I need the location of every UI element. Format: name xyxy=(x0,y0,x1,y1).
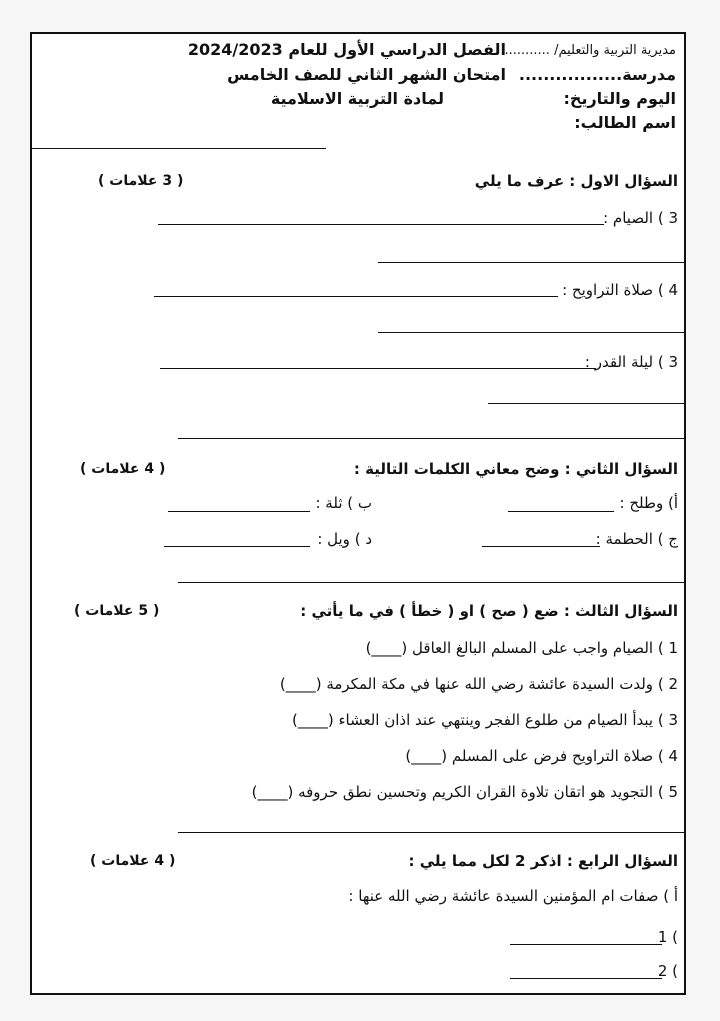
exam-title: امتحان الشهر الثاني للصف الخامس xyxy=(227,65,506,84)
q3-item-3: 3 ) يبدأ الصيام من طلوع الفجر وينتهي عند اذان العشاء (____) xyxy=(291,711,678,729)
school-label: مدرسة................. xyxy=(518,65,676,84)
q1-item-2: 4 ) صلاة التراويح : xyxy=(562,281,678,299)
q4-answer-2-label: 2 ( xyxy=(657,962,678,980)
answer-line[interactable] xyxy=(158,224,604,225)
q3-item-5: 5 ) التجويد هو اتقان تلاوة القران الكريم وتحسين نطق حروفه (____) xyxy=(251,783,678,801)
exam-sheet xyxy=(30,32,686,995)
q3-marks: ( 5 علامات ) xyxy=(74,603,160,619)
answer-line[interactable] xyxy=(178,438,684,439)
q3-item-4: 4 ) صلاة التراويح فرض على المسلم (____) xyxy=(405,747,678,765)
answer-line[interactable] xyxy=(178,582,684,583)
q2-title: السؤال الثاني : وضح معاني الكلمات التالية : xyxy=(353,460,678,478)
answer-line[interactable] xyxy=(488,403,684,404)
q4-answer-1-label: 1 ( xyxy=(657,928,678,946)
q1-item-1: 3 ) الصيام : xyxy=(603,209,678,227)
answer-line[interactable] xyxy=(160,368,596,369)
answer-line[interactable] xyxy=(168,511,310,512)
q4-title: السؤال الرابع : اذكر 2 لكل مما يلي : xyxy=(408,852,678,870)
answer-line[interactable] xyxy=(510,978,662,979)
subject-title: لمادة التربية الاسلامية xyxy=(270,89,444,108)
q2-item-c: ج ) الحطمة : xyxy=(595,530,678,548)
q1-marks: ( 3 علامات ) xyxy=(98,173,184,189)
q1-title: السؤال الاول : عرف ما يلي xyxy=(474,172,678,190)
answer-line[interactable] xyxy=(510,944,662,945)
q3-title: السؤال الثالث : ضع ( صح ) او ( خطأ ) في ما يأتي : xyxy=(300,602,678,620)
answer-line[interactable] xyxy=(378,332,684,333)
header-divider xyxy=(32,148,326,149)
q2-item-a: أ) وطلح : xyxy=(619,494,678,512)
answer-line[interactable] xyxy=(164,546,310,547)
student-name-label: اسم الطالب: xyxy=(574,113,676,132)
answer-line[interactable] xyxy=(482,546,600,547)
q4-sub-a: أ ) صفات ام المؤمنين السيدة عائشة رضي الله عنها : xyxy=(348,887,678,905)
q4-marks: ( 4 علامات ) xyxy=(90,853,176,869)
term-title: الفصل الدراسي الأول للعام 2024/2023 xyxy=(187,40,506,59)
date-label: اليوم والتاريخ: xyxy=(563,89,676,108)
answer-line[interactable] xyxy=(178,832,684,833)
directorate-label: مديرية التربية والتعليم/ ........... xyxy=(504,43,676,58)
answer-line[interactable] xyxy=(378,262,684,263)
q2-marks: ( 4 علامات ) xyxy=(80,461,166,477)
answer-line[interactable] xyxy=(154,296,558,297)
answer-line[interactable] xyxy=(508,511,614,512)
q3-item-1: 1 ) الصيام واجب على المسلم البالغ العاقل (____) xyxy=(365,639,678,657)
q3-item-2: 2 ) ولدت السيدة عائشة رضي الله عنها في مكة المكرمة (____) xyxy=(279,675,678,693)
q2-item-d: د ) ويل : xyxy=(317,530,372,548)
q2-item-b: ب ) ثلة : xyxy=(315,494,372,512)
q1-item-3: 3 ) ليلة القدر : xyxy=(584,353,678,371)
